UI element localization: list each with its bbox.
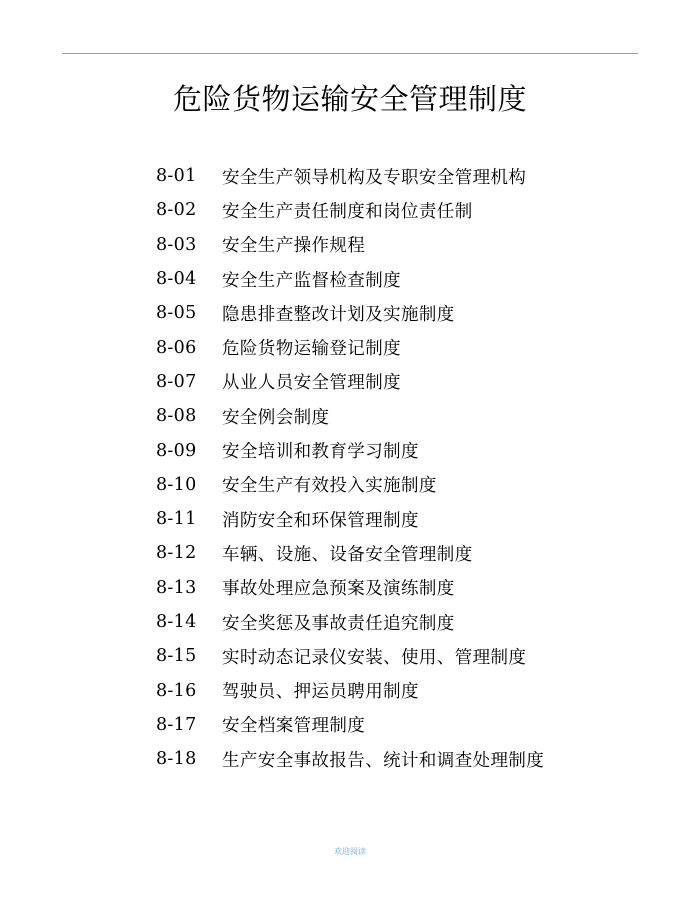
toc-item-number: 8-09 (156, 440, 197, 461)
toc-item-8-02 (156, 193, 544, 227)
toc-item-8-05 (156, 296, 544, 330)
toc-item-8-06 (156, 330, 544, 364)
toc-item-number: 8-06 (156, 337, 197, 358)
toc-item-title: 实时动态记录仪安装、使用、管理制度 (222, 647, 527, 668)
toc-item-number: 8-07 (156, 371, 197, 392)
toc-item-title: 隐患排查整改计划及实施制度 (222, 304, 455, 325)
header-divider (62, 53, 638, 54)
toc-item-title: 安全生产领导机构及专职安全管理机构 (222, 167, 527, 188)
toc-item-number: 8-17 (156, 714, 197, 735)
toc-item-number: 8-18 (156, 749, 197, 770)
toc-item-title: 安全例会制度 (222, 407, 330, 428)
toc-item-8-13 (156, 571, 544, 605)
table-of-contents (156, 159, 544, 776)
toc-item-number: 8-02 (156, 200, 197, 221)
toc-item-8-12 (156, 536, 544, 570)
toc-item-number: 8-10 (156, 474, 197, 495)
toc-item-8-09 (156, 433, 544, 467)
toc-item-8-04 (156, 262, 544, 296)
toc-item-title: 安全档案管理制度 (222, 716, 366, 737)
toc-item-title: 安全生产有效投入实施制度 (222, 476, 437, 497)
toc-item-number: 8-15 (156, 646, 197, 667)
toc-item-8-15 (156, 639, 544, 673)
toc-item-8-18 (156, 742, 544, 776)
toc-item-8-11 (156, 502, 544, 536)
toc-item-8-14 (156, 605, 544, 639)
toc-item-number: 8-01 (156, 166, 197, 187)
toc-item-8-17 (156, 708, 544, 742)
toc-item-title: 安全奖惩及事故责任追究制度 (222, 613, 455, 634)
toc-item-8-10 (156, 468, 544, 502)
toc-item-number: 8-08 (156, 406, 197, 427)
toc-item-title: 驾驶员、押运员聘用制度 (222, 682, 419, 703)
toc-item-title: 安全生产操作规程 (222, 236, 366, 257)
footer-link[interactable]: 欢迎阅读 (334, 847, 366, 856)
toc-item-title: 消防安全和环保管理制度 (222, 510, 419, 531)
toc-item-title: 从业人员安全管理制度 (222, 373, 401, 394)
toc-item-number: 8-14 (156, 612, 197, 632)
toc-item-title: 生产安全事故报告、统计和调查处理制度 (222, 750, 545, 771)
toc-item-title: 危险货物运输登记制度 (222, 339, 401, 360)
toc-item-title: 事故处理应急预案及演练制度 (222, 579, 455, 600)
toc-item-title: 车辆、设施、设备安全管理制度 (222, 544, 473, 565)
toc-item-8-03 (156, 228, 544, 262)
toc-item-8-16 (156, 673, 544, 707)
toc-item-number: 8-13 (156, 577, 197, 598)
toc-item-8-08 (156, 399, 544, 433)
toc-item-number: 8-05 (156, 303, 197, 324)
toc-item-title: 安全生产责任制度和岗位责任制 (222, 201, 473, 222)
toc-item-8-07 (156, 365, 544, 399)
toc-item-number: 8-12 (156, 543, 197, 564)
toc-item-title: 安全生产监督检查制度 (222, 270, 401, 291)
toc-item-number: 8-16 (156, 680, 197, 701)
toc-item-number: 8-03 (156, 234, 197, 255)
toc-item-8-01 (156, 159, 544, 193)
toc-item-number: 8-11 (156, 509, 197, 530)
toc-item-title: 安全培训和教育学习制度 (222, 442, 419, 463)
document-title: 危险货物运输安全管理制度 (172, 82, 527, 116)
toc-item-number: 8-04 (156, 269, 197, 290)
